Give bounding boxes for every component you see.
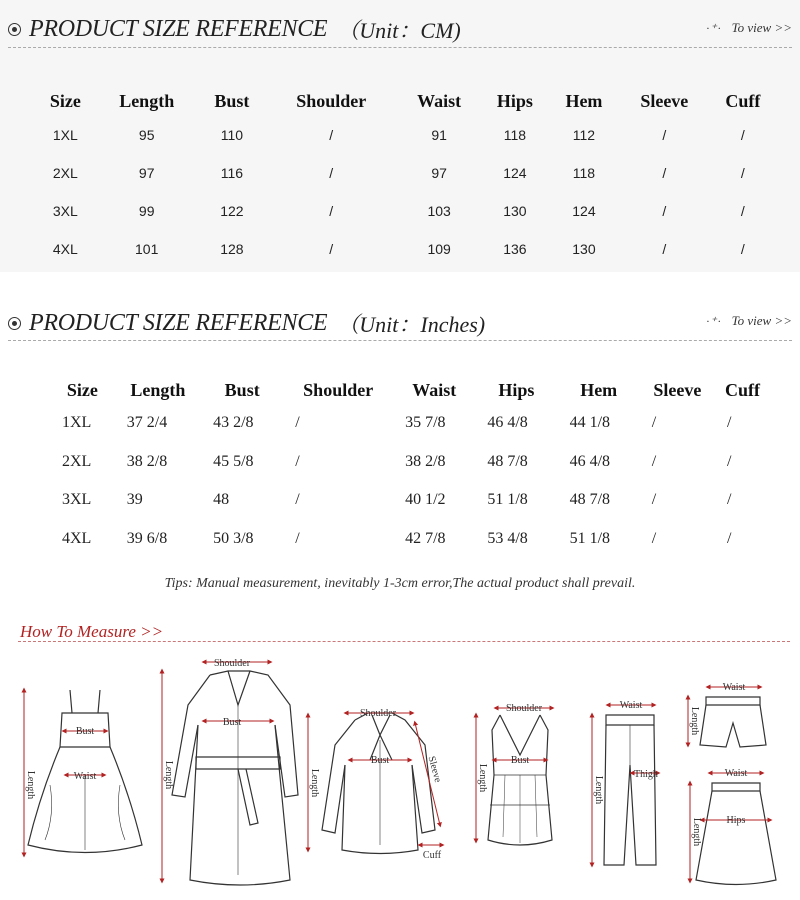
table-cell: / (329, 127, 334, 143)
column-header: Cuff (725, 379, 761, 400)
inch-section-unit: （Unit：Inches) (337, 312, 486, 337)
pants-waist-label: Waist (619, 700, 643, 711)
table-cell: 48 (213, 491, 230, 509)
shorts-length-label: Length (689, 706, 700, 736)
table-cell: 4XL (62, 529, 92, 547)
table-cell: 44 1/8 (569, 414, 611, 432)
table-cell: / (727, 452, 732, 470)
table-cell: 118 (572, 165, 596, 181)
table-cell: 1XL (62, 414, 92, 432)
table-cell: / (662, 203, 667, 219)
shorts-waist-label: Waist (722, 682, 746, 693)
table-cell: / (662, 127, 667, 143)
column-header: Waist (412, 379, 457, 400)
blouse-cuff-label: Cuff (422, 850, 442, 861)
dress-length-label: Length (25, 770, 36, 800)
column-header: Sleeve (653, 379, 702, 400)
table-cell: 122 (220, 203, 244, 219)
table-cell: / (651, 529, 657, 547)
section-gap (0, 272, 800, 290)
table-cell: / (651, 414, 657, 432)
coat-illustration (172, 671, 298, 885)
table-cell: 99 (138, 203, 155, 219)
table-cell: / (651, 491, 657, 509)
column-header: Bust (224, 379, 260, 400)
column-header: Bust (214, 90, 250, 111)
table-cell: / (651, 452, 657, 470)
table-cell: 46 4/8 (569, 452, 611, 470)
skirt-illustration (696, 783, 776, 885)
target-circle-icon (8, 23, 21, 36)
table-row (36, 154, 776, 192)
table-cell: / (295, 452, 300, 470)
table-cell: / (740, 127, 745, 143)
dots-icon: ·⁺· (706, 20, 722, 35)
table-cell: 136 (503, 241, 527, 257)
table-cell: 130 (503, 203, 527, 219)
table-cell: 97 (138, 165, 155, 181)
column-header: Sleeve (640, 90, 689, 111)
how-to-measure-illustrations (0, 645, 800, 900)
column-header: Waist (417, 90, 462, 111)
table-cell: / (662, 241, 667, 257)
table-cell: 130 (572, 241, 596, 257)
table-cell: 124 (572, 203, 596, 219)
table-cell: 48 7/8 (487, 452, 528, 470)
table-cell: 37 2/4 (126, 414, 168, 432)
column-header: Hips (496, 90, 533, 111)
how-to-divider (18, 641, 790, 642)
cm-header-divider (8, 47, 792, 48)
cm-to-view-label: To view >> (731, 20, 792, 35)
table-cell: 42 7/8 (405, 529, 446, 547)
table-cell: 1XL (52, 127, 78, 143)
coat-shoulder-label: Shoulder (213, 658, 251, 669)
table-cell: 40 1/2 (405, 491, 446, 509)
table-cell: 2XL (52, 165, 78, 181)
column-header: Hem (565, 90, 603, 111)
table-cell: 46 4/8 (487, 414, 528, 432)
table-cell: / (329, 203, 334, 219)
table-cell: / (295, 414, 300, 432)
column-header: Cuff (725, 90, 761, 111)
shorts-illustration (700, 697, 766, 747)
skirt-hips-label: Hips (726, 815, 746, 826)
table-cell: 110 (220, 127, 244, 143)
table-cell: 112 (572, 127, 596, 143)
cm-table-header-row (36, 86, 776, 116)
column-header: Shoulder (303, 379, 374, 400)
table-cell: 50 3/8 (213, 529, 254, 547)
tips-note: Tips: Manual measurement, inevitably 1-3cm error,The actual product shall prevail. (164, 576, 636, 591)
skirt-length-label: Length (691, 817, 702, 847)
table-cell: 4XL (52, 241, 78, 257)
column-header: Hips (498, 379, 535, 400)
table-cell: 118 (503, 127, 527, 143)
table-cell: 124 (503, 165, 527, 181)
table-cell: 38 2/8 (126, 452, 168, 470)
tank-top-illustration (488, 715, 552, 845)
table-cell: / (295, 491, 300, 509)
column-header: Size (49, 90, 81, 111)
tank-shoulder-label: Shoulder (505, 703, 543, 714)
table-cell: 51 1/8 (487, 491, 528, 509)
inch-to-view-link[interactable] (706, 313, 792, 329)
coat-length-label: Length (163, 760, 174, 790)
table-cell: 43 2/8 (213, 414, 254, 432)
table-cell: 48 7/8 (569, 491, 611, 509)
table-cell: 45 5/8 (213, 452, 254, 470)
table-cell: / (740, 203, 745, 219)
table-cell: 51 1/8 (569, 529, 611, 547)
table-cell: 53 4/8 (487, 529, 528, 547)
table-cell: 39 6/8 (126, 529, 168, 547)
table-row (50, 404, 770, 443)
table-cell: 38 2/8 (405, 452, 446, 470)
dress-waist-label: Waist (73, 771, 97, 782)
inch-size-table (50, 376, 770, 558)
table-row (36, 116, 776, 154)
table-cell: 128 (220, 241, 244, 257)
dress-bust-label: Bust (75, 726, 95, 737)
table-cell: 109 (427, 241, 451, 257)
pants-thigh-label: Thigh (634, 769, 658, 780)
inch-header-divider (8, 340, 792, 341)
inch-section-title: PRODUCT SIZE REFERENCE (29, 310, 328, 336)
inch-table-header-row (50, 376, 770, 404)
tank-bust-label: Bust (510, 755, 530, 766)
table-row (50, 520, 770, 559)
table-cell: 116 (220, 165, 244, 181)
table-cell: / (662, 165, 667, 181)
table-row (50, 481, 770, 520)
table-cell: 101 (135, 241, 159, 257)
column-header: Hem (580, 379, 618, 400)
table-cell: 103 (427, 203, 451, 219)
blouse-shoulder-label: Shoulder (359, 708, 397, 719)
blouse-length-label: Length (309, 768, 320, 798)
inch-section-header (8, 308, 485, 339)
pants-illustration (604, 715, 656, 865)
cm-to-view-link[interactable] (706, 20, 792, 36)
table-cell: 91 (431, 127, 447, 143)
table-cell: / (329, 241, 334, 257)
table-cell: 39 (126, 491, 143, 509)
column-header: Shoulder (296, 90, 367, 111)
tank-length-label: Length (477, 763, 488, 793)
pants-length-label: Length (593, 775, 604, 805)
table-cell: 95 (138, 127, 155, 143)
table-cell: / (740, 241, 745, 257)
table-cell: / (727, 529, 732, 547)
table-cell: 3XL (52, 203, 78, 219)
inch-to-view-label: To view >> (731, 313, 792, 328)
dots-icon: ·⁺· (706, 313, 722, 328)
skirt-waist-label: Waist (724, 768, 748, 779)
table-cell: / (727, 491, 732, 509)
table-cell: / (727, 414, 732, 432)
blouse-bust-label: Bust (370, 755, 390, 766)
table-cell: 97 (431, 165, 447, 181)
table-cell: / (295, 529, 300, 547)
cm-size-panel (0, 0, 800, 272)
cm-section-unit: （Unit：CM) (337, 18, 461, 43)
blouse-sleeve-label: Sleeve (425, 755, 444, 784)
table-cell: / (740, 165, 745, 181)
coat-bust-label: Bust (222, 717, 242, 728)
column-header: Size (66, 379, 98, 400)
table-cell: 35 7/8 (405, 414, 446, 432)
cm-section-header (8, 14, 461, 45)
table-row (36, 230, 776, 268)
column-header: Length (119, 90, 175, 111)
table-row (36, 192, 776, 230)
table-cell: / (329, 165, 334, 181)
target-circle-icon (8, 317, 21, 330)
table-cell: 3XL (62, 491, 92, 509)
column-header: Length (130, 379, 186, 400)
table-row (50, 443, 770, 482)
cm-section-title: PRODUCT SIZE REFERENCE (29, 16, 328, 42)
how-to-measure-title: How To Measure >> (20, 622, 164, 641)
table-cell: 2XL (62, 452, 92, 470)
cm-size-table (36, 86, 776, 268)
